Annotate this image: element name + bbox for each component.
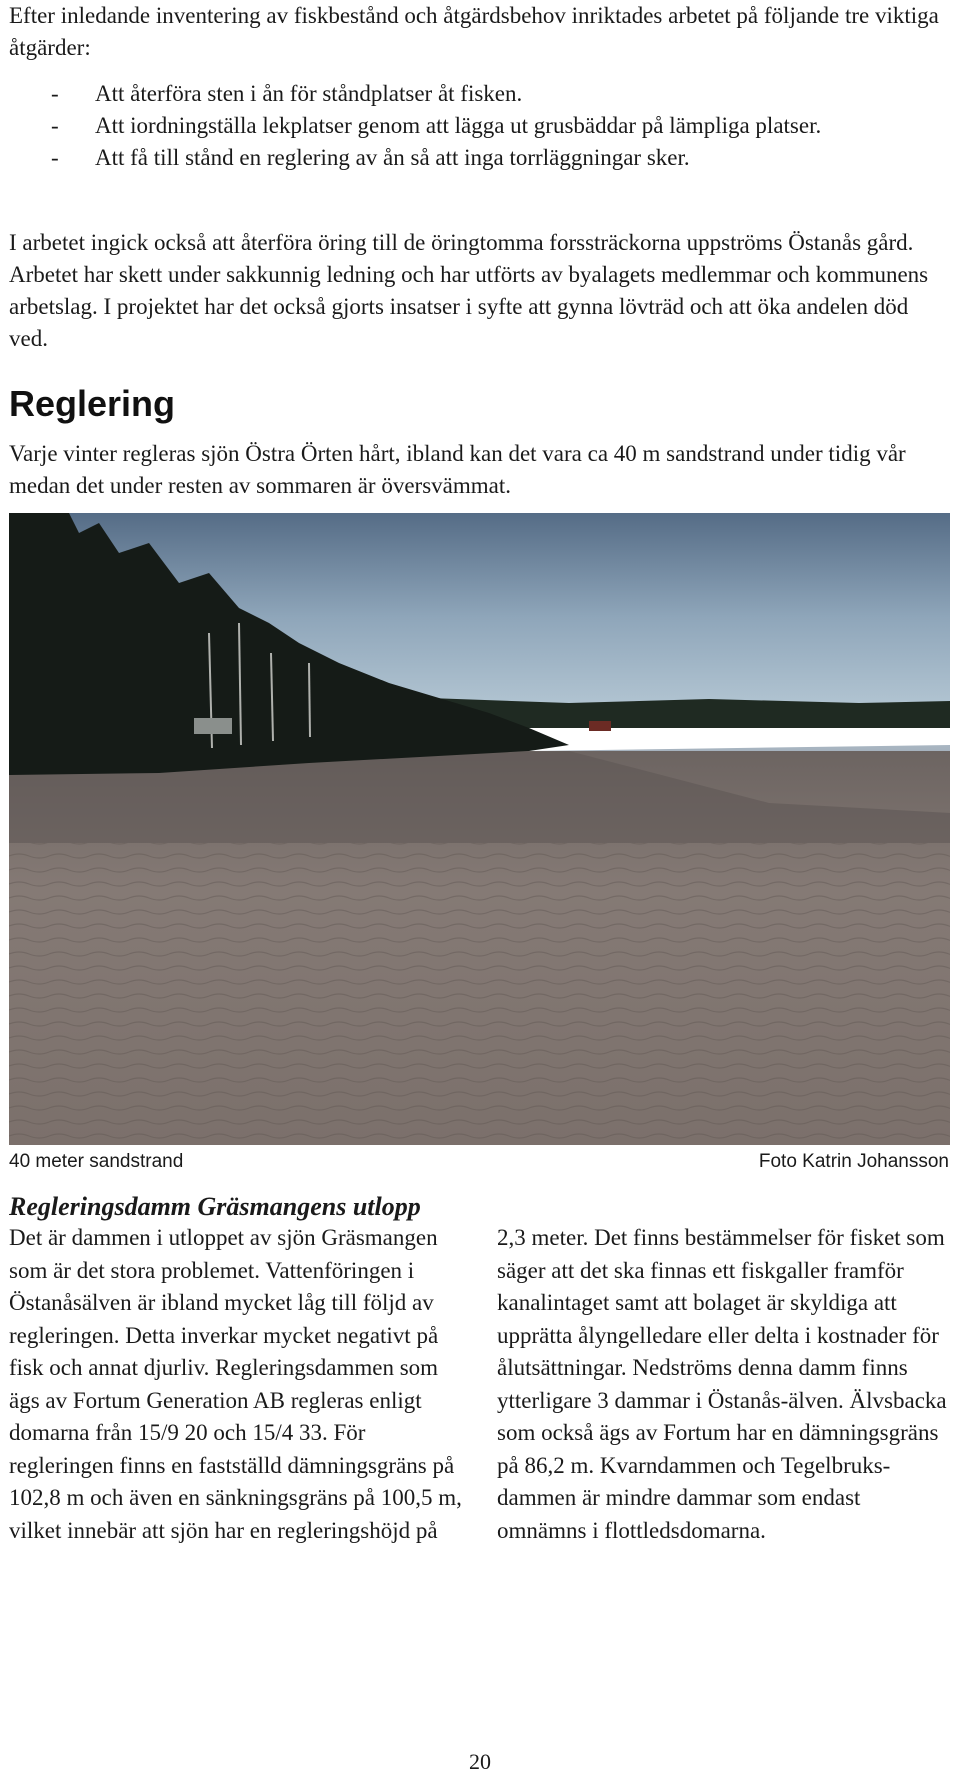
page-number: 20 (469, 1749, 491, 1774)
list-item-text: Att återföra sten i ån för ståndplatser åt fisken. (95, 81, 523, 106)
cabin (194, 718, 232, 734)
beach-photo (9, 513, 950, 1145)
red-house (589, 721, 611, 731)
intro-paragraph: Efter inledande inventering av fiskbestånd och åtgärdsbehov inriktades arbetet på följande tre viktiga åtgärder: (9, 3, 939, 60)
list-item (9, 110, 949, 142)
section-heading: Reglering (9, 383, 176, 424)
subsection-heading: Regleringsdamm Gräsmangens utlopp (9, 1192, 421, 1221)
list-item (9, 142, 949, 174)
regulation-paragraph: Varje vinter regleras sjön Östra Örten hårt, ibland kan det vara ca 40 m sandstrand under tidig vår medan det under resten av sommaren är översvämmat. (9, 441, 906, 498)
list-item (9, 78, 949, 110)
photo-caption: 40 meter sandstrand (9, 1151, 184, 1172)
sand-ripples (9, 843, 950, 1145)
list-item-text: Att få till stånd en reglering av ån så att inga torrläggningar sker. (95, 145, 690, 170)
list-dash: - (51, 81, 59, 106)
list-item-text: Att iordningställa lekplatser genom att lägga ut grusbäddar på lämpliga platser. (95, 113, 822, 138)
photo-credit: Foto Katrin Johansson (758, 1151, 949, 1172)
work-paragraph: I arbetet ingick också att återföra öring till de öringtomma forssträckorna uppströms Östanås gård. Arbetet har skett under sakkunnig ledning och har utförts av byalagets medlemmar och kommunens arbetslag. I projektet har det också gjorts insatser i syfte att gynna lövträd och att öka andelen död ved. (9, 230, 929, 351)
column-right-text: 2,3 meter. Det finns bestämmelser för fisket som säger att det ska finnas ett fiskgaller framför kanalintaget samt att bolaget är skyldiga att upprätta ålyngelledare eller delta i kostnader för ålutsättningar. Nedströms denna damm finns ytterligare 3 dammar i Östanås-älven. Älvsbacka som också ägs av Fortum har en dämningsgräns på 86,2 m. Kvarndammen och Tegelbruks-dammen är mindre dammar som endast omnämns i flottledsdomarna. (497, 1225, 947, 1543)
measures-list (9, 78, 949, 174)
list-dash: - (51, 113, 59, 138)
list-dash: - (51, 145, 59, 170)
column-left-text: Det är dammen i utloppet av sjön Gräsmangen som är det stora problemet. Vattenföringen i Östanåsälven är ibland mycket låg till följd av regleringen. Detta inverkar mycket negativt på fisk och annat djurliv. Regleringsdammen som ägs av Fortum Generation AB regleras enligt domarna från 15/9 20 och 15/4 33. För regleringen finns en fastställd dämningsgräns på 102,8 m och även en sänkningsgräns på 100,5 m, vilket innebär att sjön har en regleringshöjd på (9, 1225, 462, 1543)
